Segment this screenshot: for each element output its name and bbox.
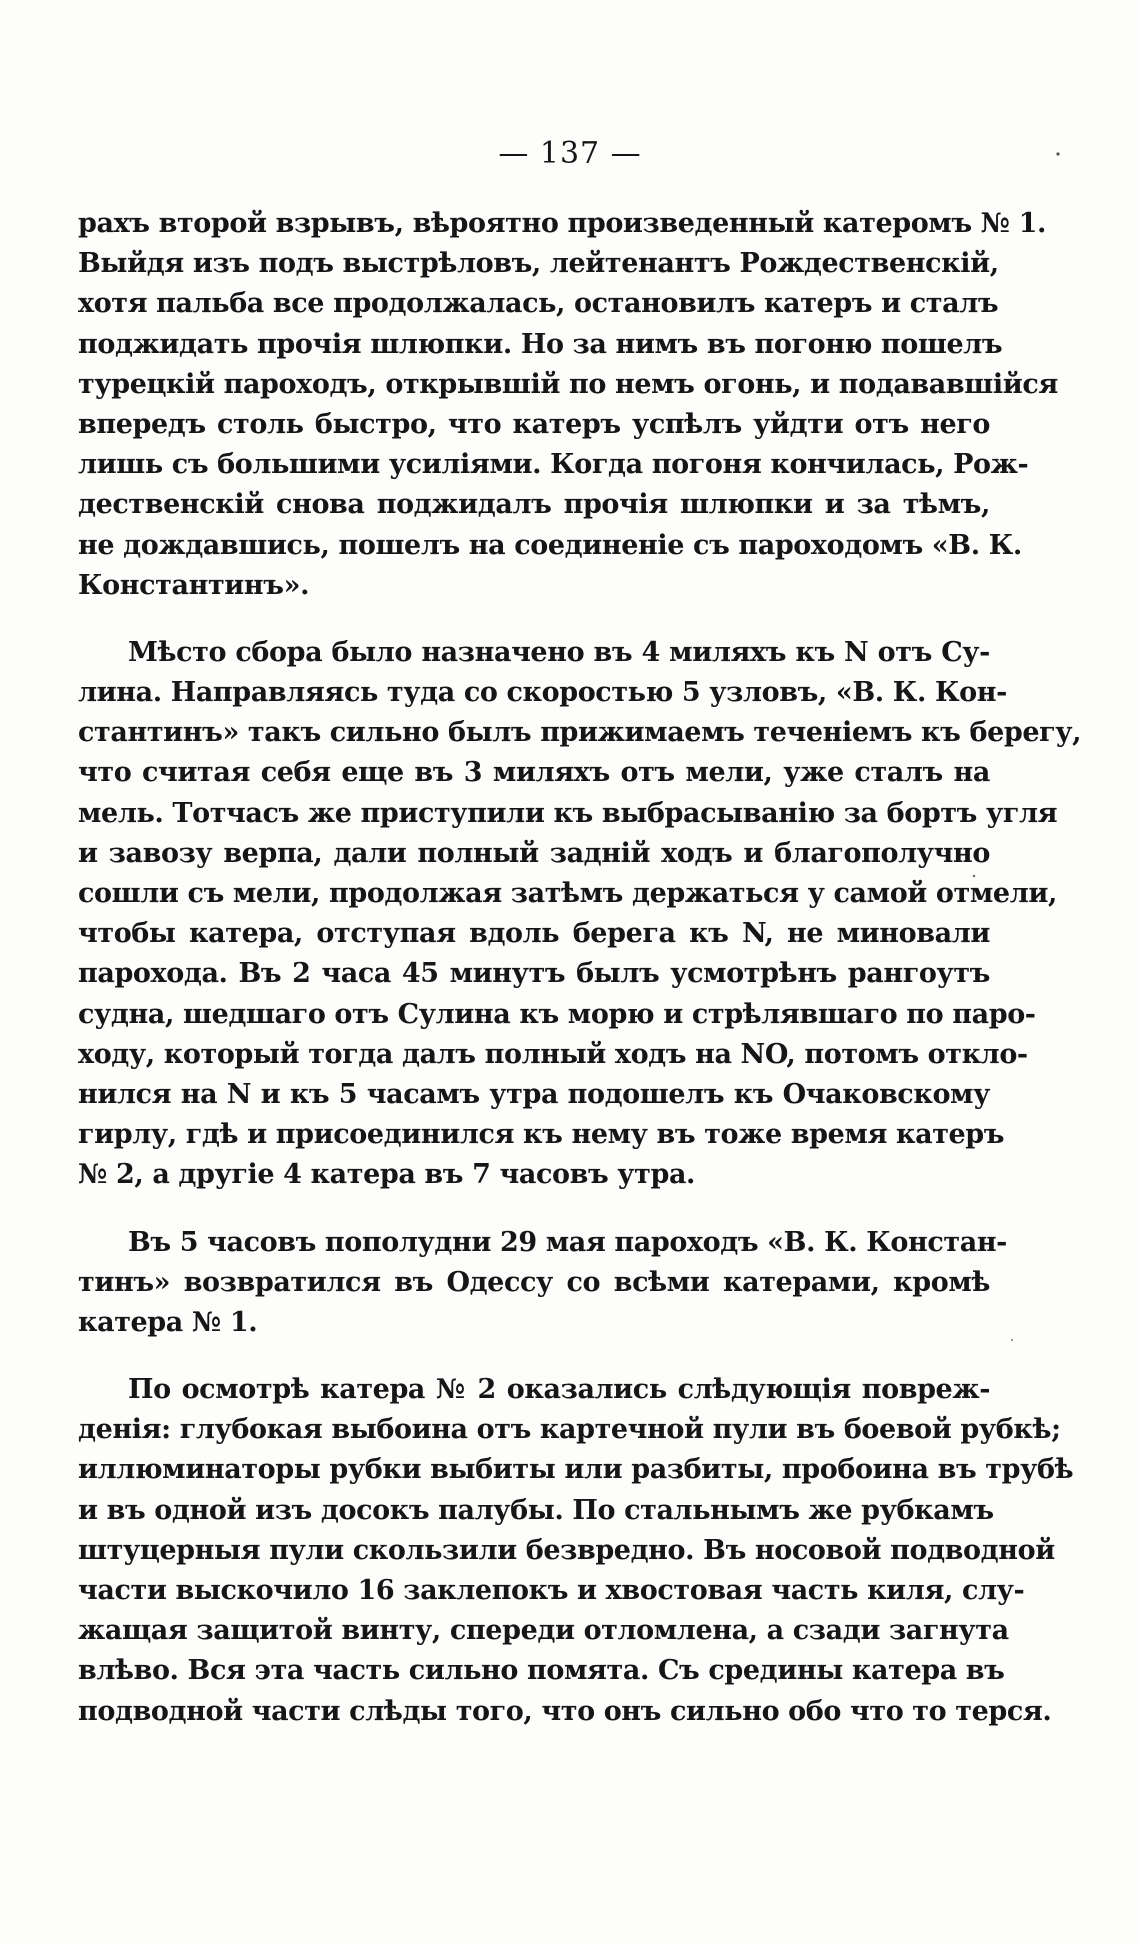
text-line: чтобы катера, отступая вдоль берега къ N, не миновали — [78, 918, 990, 950]
text-line: Въ 5 часовъ пополудни 29 мая пароходъ «В. К. Констан- — [128, 1226, 1007, 1258]
text-line: тинъ» возвратился въ Одессу со всѣми катерами, кромѣ — [78, 1266, 990, 1298]
text-line: турецкій пароходъ, открывшій по немъ огонь, и подававшійся — [78, 368, 1058, 400]
text-line: рахъ второй взрывъ, вѣроятно произведенный катеромъ № 1. — [78, 208, 1047, 239]
text-line: части выскочило 16 заклепокъ и хвостовая часть киля, слу- — [78, 1575, 1025, 1606]
text-line: лишь съ большими усиліями. Когда погоня кончилась, Рож- — [78, 449, 1029, 481]
text-line: и завозу верпа, дали полный задній ходъ и благополучно — [78, 837, 990, 869]
text-line: впередъ столь быстро, что катеръ успѣлъ уйдти отъ него — [78, 408, 990, 440]
text-line: подводной части слѣды того, что онъ сильно обо что то терся. — [78, 1695, 1052, 1727]
text-line: жащая защитой винту, спереди отломлена, а сзади загнута — [78, 1615, 1009, 1647]
text-line: не дождавшись, пошелъ на соединеніе съ пароходомъ «В. К. — [78, 529, 1022, 561]
text-line: стантинъ» такъ сильно былъ прижимаемъ теченіемъ къ берегу, — [78, 717, 1082, 749]
speck — [1011, 1339, 1013, 1341]
text-line: По осмотрѣ катера № 2 оказались слѣдующія повреж- — [128, 1374, 990, 1406]
text-line: хотя пальба все продолжалась, остановилъ катеръ и сталъ — [78, 288, 999, 320]
text-line: парохода. Въ 2 часа 45 минутъ былъ усмотрѣнъ рангоутъ — [78, 958, 990, 990]
speck — [1056, 152, 1059, 155]
text-line: судна, шедшаго отъ Сулина къ морю и стрѣлявшаго по паро- — [78, 998, 1036, 1030]
text-line: Константинъ». — [78, 569, 310, 601]
text-line: что считая себя еще въ 3 миляхъ отъ мели, уже сталъ на — [78, 757, 990, 789]
text-line: Мѣсто сбора было назначено въ 4 миляхъ къ N отъ Су- — [128, 636, 990, 668]
speck — [973, 875, 975, 877]
text-line: мель. Тотчасъ же приступили къ выбрасыванію за бортъ угля — [78, 797, 1058, 829]
text-line: сошли съ мели, продолжая затѣмъ держаться у самой отмели, — [78, 878, 1057, 909]
text-line: Выйдя изъ подъ выстрѣловъ, лейтенантъ Рождественскій, — [78, 248, 999, 280]
text-line: катера № 1. — [78, 1306, 258, 1338]
text-line: ходу, который тогда далъ полный ходъ на NO, потомъ откло- — [78, 1038, 1028, 1070]
text-line: штуцерныя пули скользили безвредно. Въ носовой подводной — [78, 1534, 1055, 1566]
text-line: № 2, а другіе 4 катера въ 7 часовъ утра. — [78, 1159, 696, 1191]
text-line: дественскій снова поджидалъ прочія шлюпки и за тѣмъ, — [78, 489, 990, 521]
page-number: — 137 — — [498, 136, 642, 171]
text-line: иллюминаторы рубки выбиты или разбиты, пробоина въ трубѣ — [78, 1454, 1074, 1486]
text-line: лина. Направляясь туда со скоростью 5 узловъ, «В. К. Кон- — [78, 677, 1007, 709]
text-line: влѣво. Вся эта часть сильно помята. Съ средины катера въ — [78, 1655, 1005, 1687]
text-line: нился на N и къ 5 часамъ утра подошелъ къ Очаковскому — [78, 1078, 990, 1110]
text-line: денія: глубокая выбоина отъ картечной пули въ боевой рубкѣ; — [78, 1414, 1061, 1446]
text-line: гирлу, гдѣ и присоединился къ нему въ тоже время катеръ — [78, 1119, 1005, 1151]
text-line: и въ одной изъ досокъ палубы. По стальнымъ же рубкамъ — [78, 1494, 994, 1526]
text-line: поджидать прочія шлюпки. Но за нимъ въ погоню пошелъ — [78, 328, 1003, 360]
